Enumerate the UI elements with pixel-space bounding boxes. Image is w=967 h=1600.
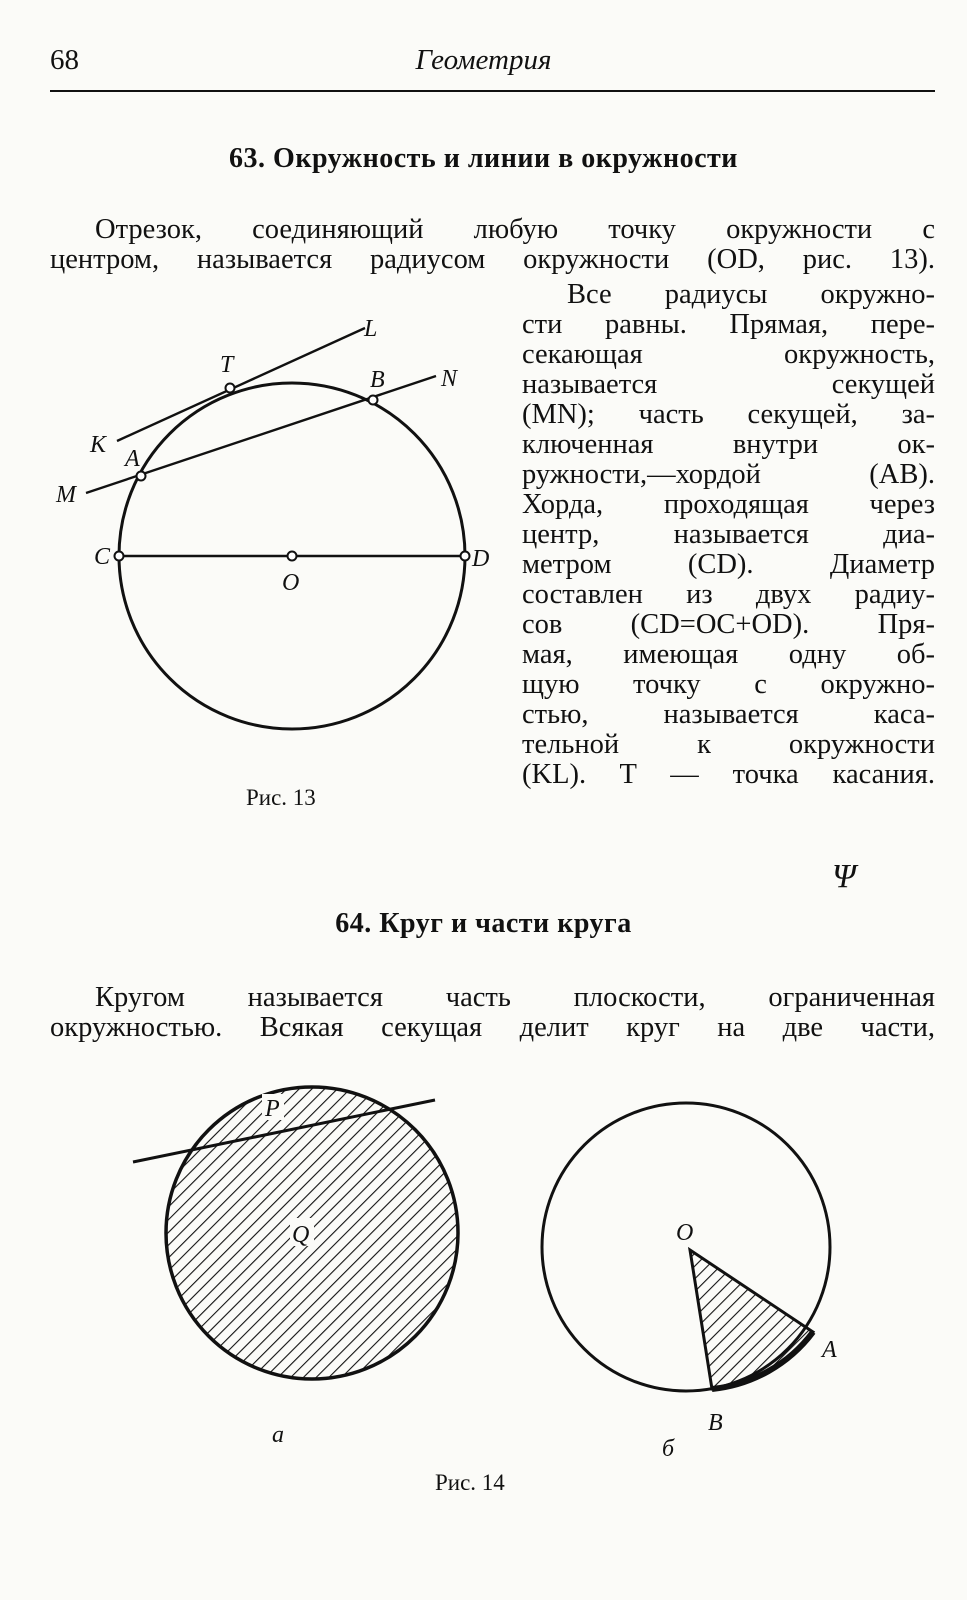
figure-13-caption: Рис. 13 bbox=[246, 785, 316, 810]
label-c: C bbox=[94, 544, 111, 570]
point-a bbox=[137, 472, 146, 481]
label-l: L bbox=[364, 316, 378, 342]
label-k: K bbox=[90, 432, 107, 458]
column-line-15: стью, называется каса- bbox=[522, 699, 935, 730]
hatched-sector bbox=[690, 1250, 813, 1389]
figure-14-caption: Рис. 14 bbox=[435, 1470, 505, 1495]
running-title: Геометрия bbox=[415, 44, 552, 76]
column-line-6: ключенная внутри ок- bbox=[522, 429, 935, 460]
label-m: M bbox=[56, 482, 76, 508]
label-t: T bbox=[220, 352, 234, 378]
figure-13 bbox=[40, 300, 510, 760]
section-64-line-1: Кругом называется часть плоскости, ограниченная bbox=[95, 982, 935, 1013]
label-a-b: A bbox=[822, 1337, 837, 1363]
label-o-b: O bbox=[676, 1220, 694, 1246]
figure-14a bbox=[133, 1080, 458, 1448]
column-line-14: щую точку с окружно- bbox=[522, 669, 935, 700]
column-line-2: сти равны. Прямая, пере- bbox=[522, 309, 935, 340]
figure-14b bbox=[542, 1103, 837, 1462]
intro-line-2: центром, называется радиусом окружности (OD, рис. 13). bbox=[50, 244, 935, 275]
section-64-line-2: окружностью. Всякая секущая делит круг на две части, bbox=[50, 1012, 935, 1043]
point-d bbox=[461, 552, 470, 561]
handwritten-mark: Ψ bbox=[832, 858, 856, 895]
label-b-b: B bbox=[708, 1410, 723, 1436]
intro-line-1: Отрезок, соединяющий любую точку окружности с bbox=[95, 214, 935, 245]
label-p: P bbox=[265, 1096, 280, 1122]
section-63-title: 63. Окружность и линии в окружности bbox=[229, 143, 738, 174]
point-t bbox=[226, 384, 235, 393]
label-d: D bbox=[472, 546, 490, 572]
tangent-line-kl bbox=[117, 328, 365, 441]
column-line-13: мая, имеющая одну об- bbox=[522, 639, 935, 670]
label-n: N bbox=[441, 366, 458, 392]
point-o bbox=[288, 552, 297, 561]
column-line-16: тельной к окружности bbox=[522, 729, 935, 760]
column-line-11: составлен из двух радиу- bbox=[522, 579, 935, 610]
section-63-column-text bbox=[522, 280, 935, 790]
section-63-intro bbox=[50, 215, 935, 275]
section-64-text bbox=[50, 983, 935, 1043]
label-o: O bbox=[282, 570, 300, 596]
column-line-8: Хорда, проходящая через bbox=[522, 489, 935, 520]
label-a: A bbox=[125, 446, 140, 472]
column-line-3: секающая окружность, bbox=[522, 339, 935, 370]
column-line-9: центр, называется диа- bbox=[522, 519, 935, 550]
subfigure-a-label: а bbox=[272, 1422, 284, 1448]
label-q: Q bbox=[292, 1222, 310, 1248]
section-64-title: 64. Круг и части круга bbox=[335, 908, 632, 939]
column-line-12: сов (CD=OC+OD). Пря- bbox=[522, 609, 935, 640]
header-rule bbox=[50, 90, 935, 92]
column-line-10: метром (CD). Диаметр bbox=[522, 549, 935, 580]
label-b: B bbox=[370, 367, 385, 393]
column-line-4: называется секущей bbox=[522, 369, 935, 400]
point-b bbox=[369, 396, 378, 405]
column-line-7: ружности,—хордой (AB). bbox=[522, 459, 935, 490]
figure-14 bbox=[120, 1075, 880, 1495]
column-line-17: (KL). T — точка касания. bbox=[522, 759, 935, 790]
column-line-5: (MN); часть секущей, за- bbox=[522, 399, 935, 430]
subfigure-b-label: б bbox=[662, 1436, 675, 1462]
point-c bbox=[115, 552, 124, 561]
page-number: 68 bbox=[50, 44, 79, 76]
column-line-1: Все радиусы окружно- bbox=[567, 279, 935, 310]
